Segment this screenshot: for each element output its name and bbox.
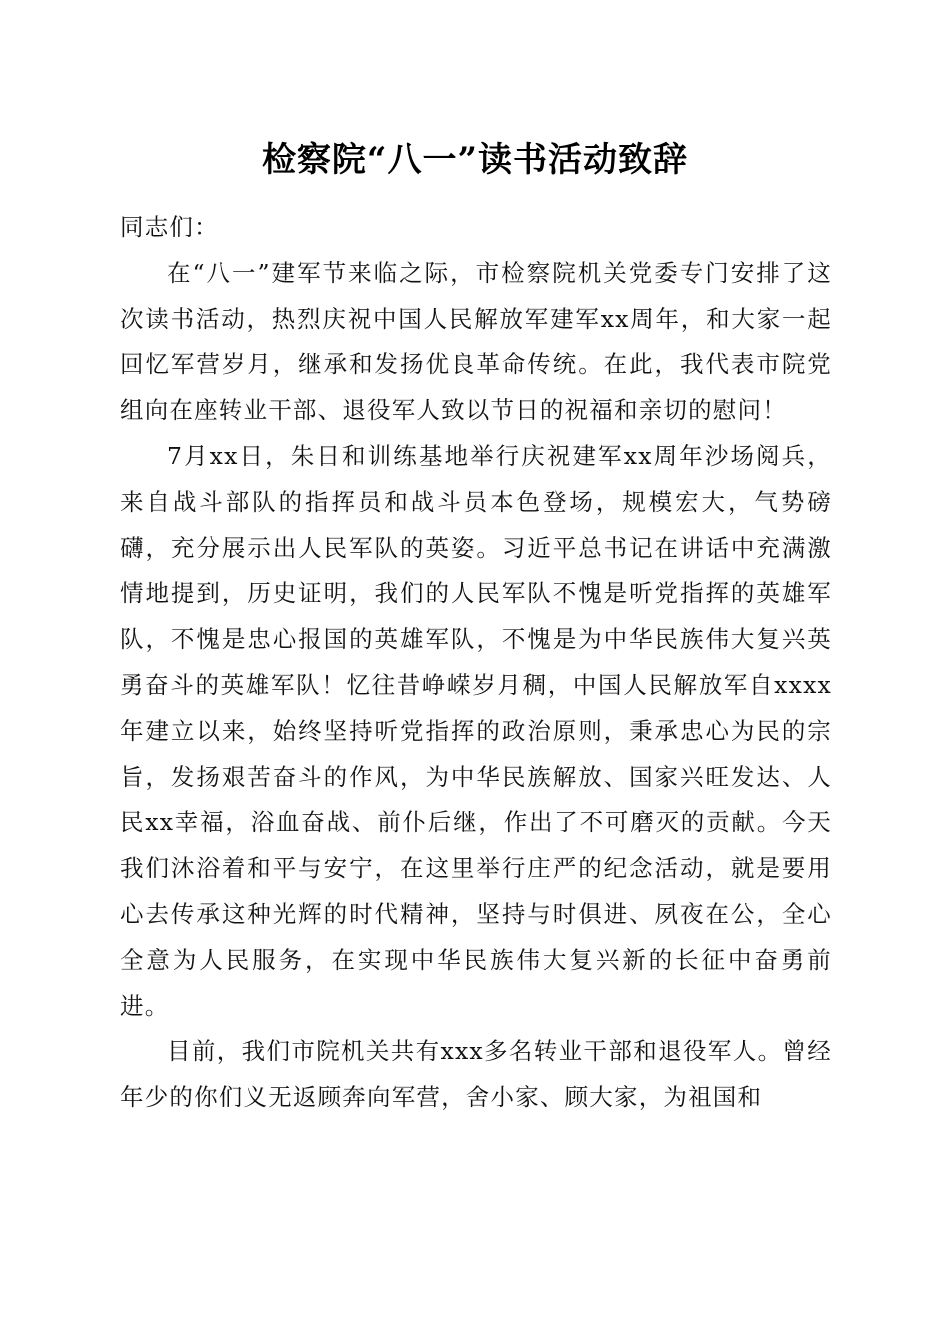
paragraph-1: 在“八一”建军节来临之际，市检察院机关党委专门安排了这次读书活动，热烈庆祝中国人民解放军建军xx周年，和大家一起回忆军营岁月，继承和发扬优良革命传统。在此，我代表市院党组向在座转业干部、退役军人致以节日的祝福和亲切的慰问！ — [120, 258, 832, 425]
paragraph-2: 7月xx日，朱日和训练基地举行庆祝建军xx周年沙场阅兵，来自战斗部队的指挥员和战斗员本色登场，规模宏大，气势磅礴，充分展示出人民军队的英姿。习近平总书记在讲话中充满激情地提到，历史证明，我们的人民军队不愧是听党指挥的英雄军队，不愧是忠心报国的英雄军队，不愧是为中华民族伟大复兴英勇奋斗的英雄军队！忆往昔峥嵘岁月稠，中国人民解放军自xxxx年建立以来，始终坚持听党指挥的政治原则，秉承忠心为民的宗旨，发扬艰苦奋斗的作风，为中华民族解放、国家兴旺发达、人民xx幸福，浴血奋战、前仆后继，作出了不可磨灭的贡献。今天我们沐浴着和平与安宁，在这里举行庄严的纪念活动，就是要用心去传承这种光辉的时代精神，坚持与时俱进、夙夜在公，全心全意为人民服务，在实现中华民族伟大复兴新的长征中奋勇前进。 — [120, 441, 832, 1020]
salutation: 同志们： — [120, 213, 219, 241]
document-body — [120, 205, 832, 1121]
paragraph-3: 目前，我们市院机关共有xxx多名转业干部和退役军人。曾经年少的你们义无返顾奔向军营，舍小家、顾大家，为祖国和 — [120, 1037, 832, 1112]
document-title: 检察院“八一”读书活动致辞 — [261, 140, 689, 180]
